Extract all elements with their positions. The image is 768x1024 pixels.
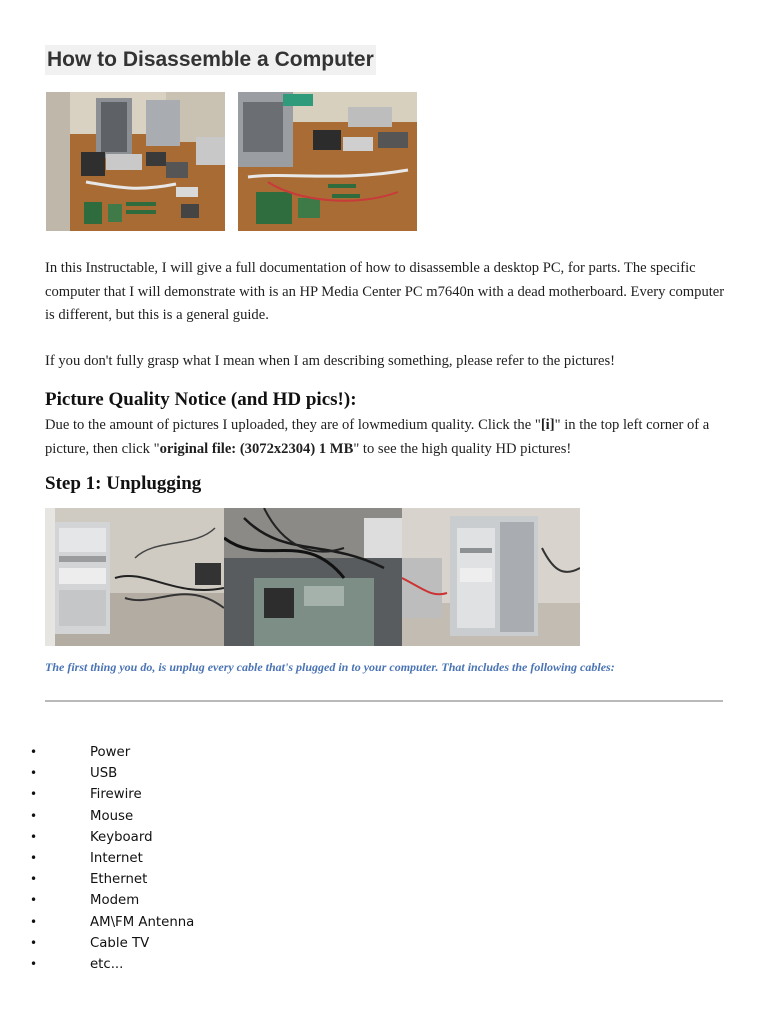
- parts-photo-right[interactable]: [238, 92, 417, 231]
- bullet-icon: •: [30, 745, 38, 759]
- bullet-icon: •: [30, 787, 38, 802]
- tower-photo-2[interactable]: [224, 508, 402, 646]
- original-file-label: original file: (3072x2304) 1 MB: [159, 440, 354, 457]
- list-item: • Power: [0, 742, 194, 763]
- list-item: • Keyboard: [0, 827, 194, 848]
- intro-paragraph: In this Instructable, I will give a full documentation of how to disassemble a desktop PC, for parts. The specific computer that I will demonstrate with is an HP Media Center PC m7640n with a dead motherboard. Every computer is different, but this is a general guide.: [45, 260, 725, 323]
- bullet-icon: •: [30, 914, 38, 929]
- page-title: How to Disassemble a Computer: [45, 45, 376, 75]
- list-item: • Internet: [0, 848, 194, 869]
- list-item: • AM\FM Antenna: [0, 912, 194, 933]
- bullet-icon: •: [30, 956, 38, 971]
- pictures-note: If you don't fully grasp what I mean when I am describing something, please refer to the pictures!: [45, 353, 615, 369]
- notice-heading: Picture Quality Notice (and HD pics!):: [45, 389, 357, 410]
- list-item: • USB: [0, 763, 194, 784]
- parts-photo-left[interactable]: [46, 92, 225, 231]
- list-item: • etc...: [0, 954, 194, 975]
- list-item: • Modem: [0, 890, 194, 911]
- cable-list: [0, 742, 194, 975]
- tower-photo-3[interactable]: [402, 508, 580, 646]
- list-item: • Firewire: [0, 784, 194, 805]
- step1-caption: The first thing you do, is unplug every cable that's plugged in to your computer. That includes the following cables:: [45, 660, 615, 674]
- divider: [45, 700, 723, 702]
- bullet-icon: •: [30, 893, 38, 908]
- bullet-icon: •: [30, 935, 38, 950]
- bullet-icon: •: [30, 872, 38, 887]
- bullet-icon: •: [30, 766, 38, 781]
- list-item: • Mouse: [0, 806, 194, 827]
- tower-photo-1[interactable]: [45, 508, 224, 646]
- step1-heading: Step 1: Unplugging: [45, 473, 202, 494]
- list-item: • Ethernet: [0, 869, 194, 890]
- list-item: • Cable TV: [0, 933, 194, 954]
- bullet-icon: •: [30, 808, 38, 823]
- info-marker: [i]: [540, 417, 555, 433]
- bullet-icon: •: [30, 829, 38, 844]
- notice-paragraph: Due to the amount of pictures I uploaded, they are of lowmedium quality. Click the "[i]" in the top left corner of a picture, then click "original file: (3072x2304) 1 MB" to see the high quality HD pictures!: [45, 417, 710, 457]
- bullet-icon: •: [30, 850, 38, 865]
